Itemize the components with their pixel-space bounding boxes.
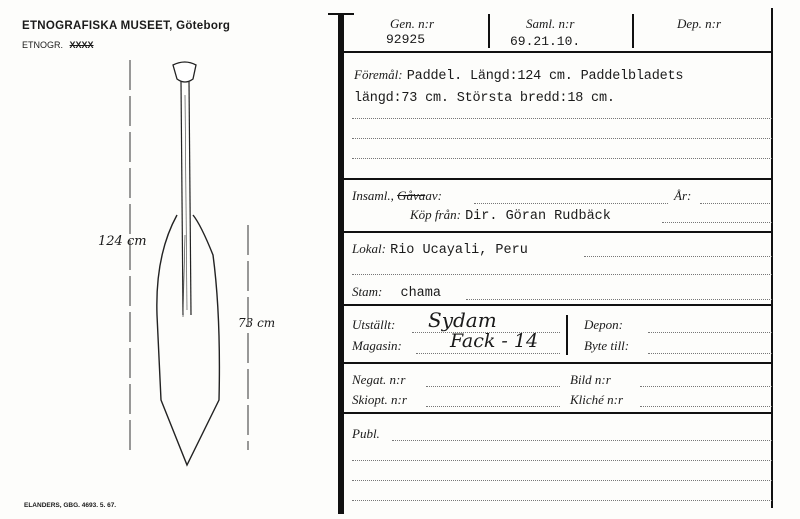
lokal-dotline-2 <box>352 274 772 275</box>
ar-label: År: <box>674 188 692 203</box>
magasin-label: Magasin: <box>352 338 402 353</box>
skiopt-label: Skiopt. n:r <box>352 392 407 407</box>
foremal-dotline-1 <box>352 118 772 119</box>
paddle-blade <box>157 215 220 465</box>
utstallt-divider <box>566 315 568 355</box>
card-right-border <box>771 8 773 508</box>
lokal-dotline <box>584 256 772 257</box>
kop-label: Köp från: <box>410 207 461 222</box>
magasin-value: Fack - 14 <box>450 330 539 352</box>
foremal-dotline-3 <box>352 158 772 159</box>
etnogr-prefix: ETNOGR. <box>22 40 64 50</box>
gen-value: 92925 <box>386 32 426 47</box>
kop-line <box>410 207 611 224</box>
total-length-note: 124 cm <box>98 234 147 249</box>
rule-stam <box>344 304 773 306</box>
etnogr-struck: XXXX <box>69 40 94 50</box>
paddle-grip <box>173 62 196 82</box>
blade-length-note: 73 cm <box>238 316 276 330</box>
foremal-line1: Paddel. Längd:124 cm. Paddelbladets <box>406 69 684 84</box>
negat-label: Negat. n:r <box>352 372 406 387</box>
insaml-line <box>352 188 442 204</box>
negat-dotline <box>426 386 560 387</box>
header-divider-1 <box>488 14 490 48</box>
kliche-label: Kliché n:r <box>570 392 624 407</box>
utstallt-label: Utställt: <box>352 317 396 332</box>
rule-foremal <box>344 178 773 180</box>
dep-label: Dep. n:r <box>677 16 722 31</box>
saml-value: 69.21.10. <box>510 34 581 49</box>
museum-title: ETNOGRAFISKA MUSEET, Göteborg <box>22 20 231 32</box>
foremal-dotline-2 <box>352 138 772 139</box>
stam-line <box>352 284 441 301</box>
utstallt-value: Sydam <box>428 308 497 332</box>
etnogr-line <box>22 40 94 50</box>
publ-dotline-1 <box>392 440 772 441</box>
lokal-line <box>352 241 528 258</box>
publ-dotline-4 <box>352 500 772 501</box>
ar-dotline <box>700 203 770 204</box>
depon-label: Depon: <box>584 317 623 332</box>
foremal-section <box>354 64 683 109</box>
foremal-line2: längd:73 cm. Största bredd:18 cm. <box>354 91 615 106</box>
insaml-label: Insaml., <box>352 188 394 203</box>
insaml-struck: Gåva <box>397 188 426 203</box>
depon-dotline <box>648 332 772 333</box>
publ-dotline-3 <box>352 480 772 481</box>
kop-dotline <box>662 222 772 223</box>
header-rule <box>344 51 773 53</box>
stam-dotline <box>466 299 772 300</box>
stam-label: Stam: <box>352 284 383 299</box>
insaml-av: av: <box>425 188 442 203</box>
gen-label: Gen. n:r <box>390 16 435 31</box>
insaml-dotline <box>474 203 668 204</box>
card-top-rule <box>328 13 354 15</box>
foremal-label: Föremål: <box>354 67 403 82</box>
rule-utstallt <box>344 362 773 364</box>
publ-label: Publ. <box>352 426 380 441</box>
byte-label: Byte till: <box>584 338 630 353</box>
paddle-drawing <box>95 55 325 475</box>
header-divider-2 <box>632 14 634 48</box>
publ-dotline-2 <box>352 460 772 461</box>
stam-value: chama <box>400 286 441 301</box>
lokal-value: Rio Ucayali, Peru <box>390 243 528 258</box>
rule-negat <box>344 412 773 414</box>
lokal-label: Lokal: <box>352 241 386 256</box>
bild-label: Bild n:r <box>570 372 611 387</box>
saml-label: Saml. n:r <box>526 16 575 31</box>
rule-insaml <box>344 231 773 233</box>
printer-note: ELANDERS, GBG. 4693. 5. 67. <box>24 502 117 509</box>
kliche-dotline <box>640 406 772 407</box>
bild-dotline <box>640 386 772 387</box>
byte-dotline <box>648 353 772 354</box>
kop-value: Dir. Göran Rudbäck <box>465 209 611 224</box>
magasin-dotline <box>416 353 560 354</box>
card-left-border <box>338 14 344 514</box>
skiopt-dotline <box>426 406 560 407</box>
